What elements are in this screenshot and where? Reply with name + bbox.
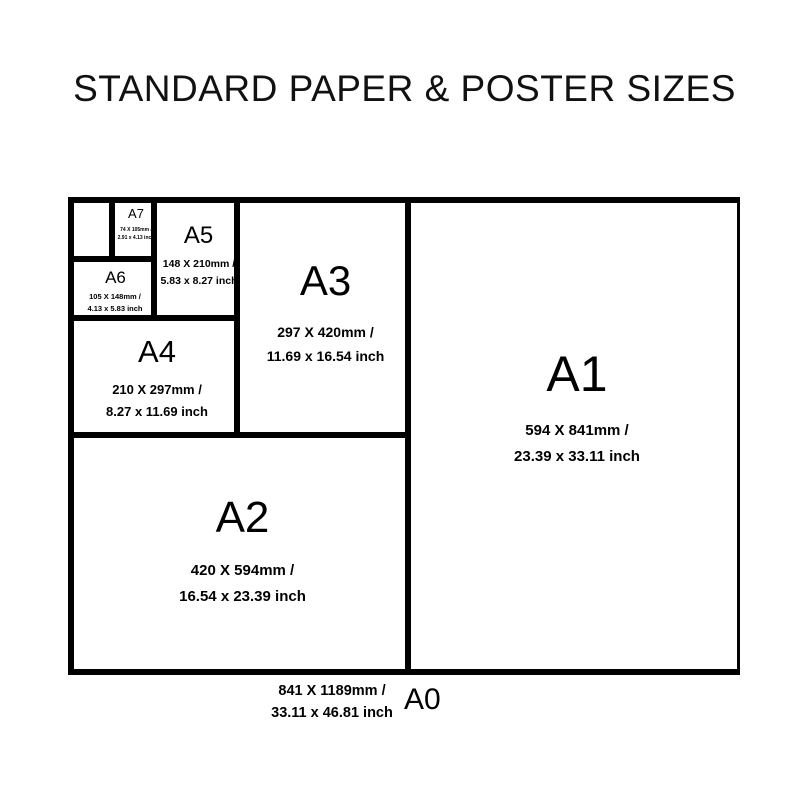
- page-title: STANDARD PAPER & POSTER SIZES: [73, 68, 736, 109]
- paper-dims-a7-mm: 74 X 105mm /: [120, 227, 152, 233]
- paper-box-a5: [154, 200, 237, 318]
- paper-dims-a0-in: 33.11 x 46.81 inch: [271, 704, 393, 721]
- paper-dims-a3: [240, 321, 411, 369]
- paper-box-a8: [71, 200, 112, 259]
- paper-box-a4: [71, 318, 237, 435]
- paper-label-a3: A3: [299, 257, 352, 304]
- paper-dims-a0-mm: 841 X 1189mm /: [278, 683, 386, 699]
- paper-dims-a3-mm: 297 X 420mm /: [277, 324, 374, 340]
- paper-dims-a1: [411, 418, 743, 471]
- paper-dims-a3-in: 11.69 x 16.54 inch: [266, 347, 385, 364]
- paper-dims-a0: [262, 681, 402, 725]
- paper-box-a7: [112, 200, 154, 259]
- paper-size-diagram: [68, 197, 740, 675]
- paper-label-a6: A6: [105, 268, 126, 287]
- paper-dims-a6: [65, 291, 165, 314]
- paper-dims-a5-mm: 148 X 210mm /: [162, 258, 236, 270]
- paper-dims-a4-mm: 210 X 297mm /: [112, 382, 202, 397]
- paper-box-a1: [408, 200, 740, 672]
- paper-label-a1: A1: [546, 346, 608, 402]
- paper-dims-a5-in: 5.83 x 8.27 inch: [160, 274, 238, 287]
- paper-dims-a5: [139, 256, 259, 290]
- paper-label-a4: A4: [138, 334, 176, 369]
- paper-dims-a6-in: 4.13 x 5.83 inch: [87, 303, 143, 313]
- paper-dims-a2-mm: 420 X 594mm /: [190, 562, 295, 579]
- paper-label-a0: A0: [404, 683, 441, 716]
- paper-dims-a2-in: 16.54 x 23.39 inch: [179, 588, 306, 606]
- paper-box-a6: [71, 259, 154, 318]
- paper-box-a2: [71, 435, 408, 672]
- paper-box-a3: [237, 200, 408, 435]
- paper-label-a5: A5: [183, 222, 214, 249]
- paper-dims-a6-mm: 105 X 148mm /: [89, 292, 141, 301]
- paper-dims-a4: [74, 379, 240, 423]
- paper-dims-a7-in: 2.91 x 4.13 inch: [117, 235, 155, 241]
- paper-label-a2: A2: [215, 493, 270, 542]
- paper-dims-a4-in: 8.27 x 11.69 inch: [106, 404, 208, 420]
- paper-dims-a1-in: 23.39 x 33.11 inch: [514, 448, 640, 466]
- paper-dims-a2: [74, 558, 411, 611]
- paper-label-a7: A7: [128, 206, 144, 221]
- paper-dims-a1-mm: 594 X 841mm /: [525, 422, 629, 439]
